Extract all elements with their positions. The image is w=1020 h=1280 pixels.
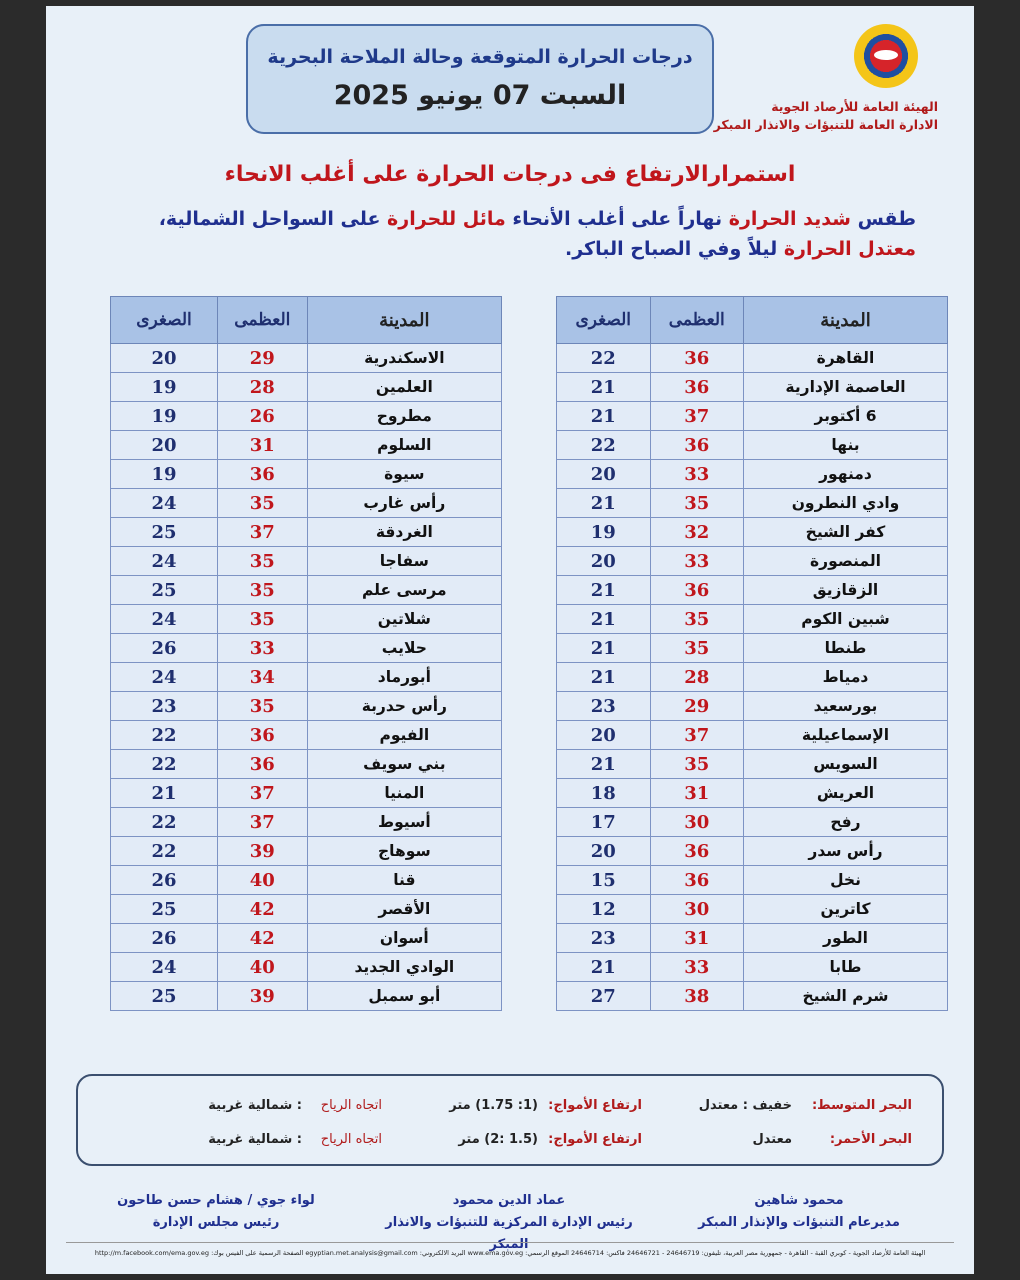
cell-min: 20: [111, 431, 218, 460]
desc-part-2: شديد الحرارة: [728, 208, 851, 230]
signature-1-name: محمود شاهين: [754, 1193, 844, 1208]
sea-row-mediterranean: [78, 1098, 942, 1120]
table-row: [557, 924, 948, 953]
cell-max: 35: [650, 634, 743, 663]
table-row: [111, 721, 502, 750]
cell-min: 17: [557, 808, 651, 837]
cell-min: 24: [111, 953, 218, 982]
cell-city: الزقازيق: [743, 576, 947, 605]
cell-city: بورسعيد: [743, 692, 947, 721]
desc-part-7: ليلاً وفي الصباح الباكر.: [565, 238, 784, 260]
table-row: [557, 866, 948, 895]
cell-city: سفاجا: [307, 547, 501, 576]
cell-min: 22: [111, 721, 218, 750]
table-row: [111, 663, 502, 692]
cell-city: كاترين: [743, 895, 947, 924]
page-title: درجات الحرارة المتوقعة وحالة الملاحة البحرية: [267, 46, 693, 68]
table-row: [111, 953, 502, 982]
table-row: [111, 808, 502, 837]
table-row: [557, 431, 948, 460]
cell-max: 28: [650, 663, 743, 692]
ema-logo-icon: [854, 24, 918, 88]
cell-min: 21: [557, 634, 651, 663]
table-row: [111, 576, 502, 605]
cell-max: 35: [217, 605, 307, 634]
cell-max: 32: [650, 518, 743, 547]
cell-city: القاهرة: [743, 344, 947, 373]
cell-max: 33: [217, 634, 307, 663]
cell-max: 36: [650, 431, 743, 460]
cell-max: 26: [217, 402, 307, 431]
weather-description: [96, 204, 916, 264]
cell-city: أبورماد: [307, 663, 501, 692]
cell-city: الوادي الجديد: [307, 953, 501, 982]
cell-max: 35: [217, 576, 307, 605]
bulletin-page: [46, 6, 974, 1274]
mediterranean-wave-height: (1: 1.75) متر: [449, 1098, 538, 1113]
cell-city: سوهاج: [307, 837, 501, 866]
table-row: [111, 402, 502, 431]
cell-city: رأس حدربة: [307, 692, 501, 721]
cell-min: 25: [111, 518, 218, 547]
cell-max: 39: [217, 837, 307, 866]
cell-max: 31: [650, 924, 743, 953]
cell-city: العلمين: [307, 373, 501, 402]
cell-city: سيوة: [307, 460, 501, 489]
cell-max: 39: [217, 982, 307, 1011]
cell-min: 21: [557, 373, 651, 402]
cell-max: 36: [217, 750, 307, 779]
organization-name: [714, 98, 938, 134]
cell-min: 19: [111, 402, 218, 431]
table-row: [111, 866, 502, 895]
table-row: [111, 982, 502, 1011]
cell-max: 37: [217, 779, 307, 808]
table-row: [111, 344, 502, 373]
cell-city: العريش: [743, 779, 947, 808]
cell-max: 42: [217, 924, 307, 953]
cell-min: 24: [111, 605, 218, 634]
cell-max: 38: [650, 982, 743, 1011]
table-row: [111, 605, 502, 634]
cell-city: الفيوم: [307, 721, 501, 750]
cell-city: الإسماعيلية: [743, 721, 947, 750]
table-row: [557, 721, 948, 750]
table-row: [557, 750, 948, 779]
cell-min: 25: [111, 895, 218, 924]
cell-max: 31: [217, 431, 307, 460]
header-max: العظمى: [217, 297, 307, 344]
cell-city: أبو سمبل: [307, 982, 501, 1011]
cell-min: 23: [111, 692, 218, 721]
table-row: [557, 402, 948, 431]
cell-city: أسيوط: [307, 808, 501, 837]
signature-1: [684, 1190, 914, 1234]
cell-city: بني سويف: [307, 750, 501, 779]
cell-min: 15: [557, 866, 651, 895]
cell-min: 20: [111, 344, 218, 373]
cell-max: 29: [217, 344, 307, 373]
cell-city: شرم الشيخ: [743, 982, 947, 1011]
cell-min: 20: [557, 721, 651, 750]
cell-max: 35: [217, 489, 307, 518]
headline: استمرارالارتفاع فى درجات الحرارة على أغلب الانحاء: [224, 162, 796, 187]
cell-min: 26: [111, 924, 218, 953]
table-row: [111, 489, 502, 518]
mediterranean-state: خفيف : معتدل: [698, 1098, 792, 1113]
cell-min: 22: [111, 837, 218, 866]
cell-min: 21: [557, 489, 651, 518]
table-row: [557, 373, 948, 402]
cell-max: 28: [217, 373, 307, 402]
cell-min: 19: [111, 373, 218, 402]
cell-max: 35: [217, 692, 307, 721]
cell-city: مطروح: [307, 402, 501, 431]
table-row: [557, 779, 948, 808]
cell-min: 22: [557, 431, 651, 460]
cell-max: 31: [650, 779, 743, 808]
table-row: [557, 982, 948, 1011]
cell-min: 21: [557, 750, 651, 779]
cell-max: 30: [650, 808, 743, 837]
cell-city: شبين الكوم: [743, 605, 947, 634]
cell-max: 35: [650, 605, 743, 634]
table-row: [111, 779, 502, 808]
red-sea-wave-height: (1.5 :2) متر: [458, 1132, 538, 1147]
table-row: [557, 895, 948, 924]
table-row: [111, 895, 502, 924]
desc-part-4: مائل للحرارة: [387, 208, 506, 230]
cell-max: 40: [217, 953, 307, 982]
desc-part-5: على السواحل الشمالية،: [158, 208, 388, 230]
cell-max: 42: [217, 895, 307, 924]
cell-min: 18: [557, 779, 651, 808]
cell-city: رأس غارب: [307, 489, 501, 518]
cell-city: نخل: [743, 866, 947, 895]
cell-min: 23: [557, 924, 651, 953]
mediterranean-wave-label: ارتفاع الأمواج:: [548, 1098, 642, 1113]
temperature-table-left: [110, 296, 502, 1011]
cell-min: 19: [557, 518, 651, 547]
temperature-table-right: [556, 296, 948, 1011]
cell-city: شلاتين: [307, 605, 501, 634]
cell-city: رفح: [743, 808, 947, 837]
cell-min: 12: [557, 895, 651, 924]
desc-part-6: معتدل الحرارة: [783, 238, 916, 260]
cell-min: 22: [557, 344, 651, 373]
cell-city: دمنهور: [743, 460, 947, 489]
table-row: [557, 634, 948, 663]
table-row: [557, 692, 948, 721]
title-box: [246, 24, 714, 134]
mediterranean-wind: : شمالية غربية: [208, 1098, 302, 1113]
cell-min: 21: [111, 779, 218, 808]
mediterranean-label: البحر المتوسط:: [811, 1098, 912, 1113]
cell-min: 22: [111, 808, 218, 837]
cell-max: 37: [217, 808, 307, 837]
cell-min: 24: [111, 547, 218, 576]
cell-city: الغردقة: [307, 518, 501, 547]
cell-max: 37: [217, 518, 307, 547]
table-row: [111, 692, 502, 721]
cell-city: بنها: [743, 431, 947, 460]
cell-min: 25: [111, 982, 218, 1011]
table-row: [111, 373, 502, 402]
cell-max: 36: [650, 373, 743, 402]
header-min: الصغرى: [111, 297, 218, 344]
table-row: [557, 460, 948, 489]
desc-part-3: نهاراً على أغلب الأنحاء: [505, 208, 729, 230]
cell-city: حلايب: [307, 634, 501, 663]
table-row: [111, 634, 502, 663]
table-row: [111, 431, 502, 460]
cell-min: 25: [111, 576, 218, 605]
table-row: [557, 489, 948, 518]
cell-min: 26: [111, 866, 218, 895]
cell-min: 20: [557, 837, 651, 866]
cell-max: 33: [650, 460, 743, 489]
table-row: [557, 547, 948, 576]
header-max: العظمى: [650, 297, 743, 344]
header-min: الصغرى: [557, 297, 651, 344]
cell-max: 34: [217, 663, 307, 692]
cell-min: 20: [557, 547, 651, 576]
cell-city: الطور: [743, 924, 947, 953]
header-city: المدينة: [307, 297, 501, 344]
cell-city: 6 أكتوبر: [743, 402, 947, 431]
cell-min: 24: [111, 489, 218, 518]
red-sea-wind-label: اتجاه الرياح: [320, 1132, 382, 1147]
cell-city: رأس سدر: [743, 837, 947, 866]
table-row: [111, 460, 502, 489]
signature-3: [106, 1190, 326, 1234]
sea-row-red-sea: [78, 1132, 942, 1154]
cell-max: 36: [650, 344, 743, 373]
cell-max: 36: [650, 837, 743, 866]
cell-max: 40: [217, 866, 307, 895]
cell-max: 37: [650, 402, 743, 431]
table-row: [111, 837, 502, 866]
cell-city: الاسكندرية: [307, 344, 501, 373]
cell-city: قنا: [307, 866, 501, 895]
cell-min: 21: [557, 576, 651, 605]
cell-city: الأقصر: [307, 895, 501, 924]
footer-contact: الهيئة العامة للأرصاد الجوية - كوبري القبة - القاهرة - جمهورية مصر العربية، تليفون: 24646719 - 24646721 فاكس: 24646714 الموقع الرسمي: www.ema.gov.eg البريد الالكتروني: egyptian.met.analysis@gmail.com الصفحة الرسمية على الفيس بوك: http://m.facebook.com/ema.gov.eg: [66, 1242, 954, 1257]
cell-max: 35: [650, 489, 743, 518]
org-line-1: الهيئة العامة للأرصاد الجوية: [771, 99, 938, 114]
table-row: [557, 808, 948, 837]
cell-min: 21: [557, 605, 651, 634]
red-sea-wind: : شمالية غربية: [208, 1132, 302, 1147]
signature-3-title: رئيس مجلس الإدارة: [152, 1215, 280, 1230]
table-row: [111, 924, 502, 953]
cell-min: 20: [557, 460, 651, 489]
cell-min: 27: [557, 982, 651, 1011]
bulletin-date: السبت 07 يونيو 2025: [333, 80, 627, 111]
cell-min: 21: [557, 953, 651, 982]
signature-2-title: رئيس الإدارة المركزية للتنبؤات والانذار المبكر: [385, 1215, 633, 1252]
table-row: [111, 547, 502, 576]
cell-max: 35: [217, 547, 307, 576]
cell-min: 21: [557, 663, 651, 692]
table-row: [557, 576, 948, 605]
cell-min: 24: [111, 663, 218, 692]
table-row: [557, 953, 948, 982]
cell-max: 33: [650, 547, 743, 576]
cell-city: السلوم: [307, 431, 501, 460]
cell-max: 29: [650, 692, 743, 721]
cell-city: أسوان: [307, 924, 501, 953]
cell-max: 36: [217, 721, 307, 750]
cell-max: 36: [650, 576, 743, 605]
cell-min: 22: [111, 750, 218, 779]
table-row: [557, 837, 948, 866]
mediterranean-wind-label: اتجاه الرياح: [320, 1098, 382, 1113]
cell-city: طنطا: [743, 634, 947, 663]
signature-1-title: مديرعام التنبؤات والإنذار المبكر: [698, 1215, 900, 1230]
cell-city: المنصورة: [743, 547, 947, 576]
cell-city: كفر الشيخ: [743, 518, 947, 547]
table-row: [557, 663, 948, 692]
table-row: [557, 605, 948, 634]
cell-max: 36: [650, 866, 743, 895]
cell-min: 19: [111, 460, 218, 489]
cell-max: 30: [650, 895, 743, 924]
marine-conditions-box: [76, 1074, 944, 1166]
cell-max: 35: [650, 750, 743, 779]
cell-min: 26: [111, 634, 218, 663]
table-row: [557, 344, 948, 373]
cell-city: السويس: [743, 750, 947, 779]
red-sea-label: البحر الأحمر:: [829, 1132, 912, 1147]
table-row: [557, 518, 948, 547]
red-sea-wave-label: ارتفاع الأمواج:: [548, 1132, 642, 1147]
cell-city: دمياط: [743, 663, 947, 692]
cell-min: 23: [557, 692, 651, 721]
cell-max: 36: [217, 460, 307, 489]
cell-min: 21: [557, 402, 651, 431]
cell-city: وادي النطرون: [743, 489, 947, 518]
signature-3-name: لواء جوي / هشام حسن طاحون: [117, 1193, 315, 1208]
table-row: [111, 518, 502, 547]
cell-city: العاصمة الإدارية: [743, 373, 947, 402]
red-sea-state: معتدل: [752, 1132, 792, 1147]
table-row: [111, 750, 502, 779]
signature-2-name: عماد الدين محمود: [452, 1193, 566, 1208]
cell-city: المنيا: [307, 779, 501, 808]
org-line-2: الادارة العامة للتنبؤات والانذار المبكر: [713, 117, 938, 132]
header-city: المدينة: [743, 297, 947, 344]
cell-max: 37: [650, 721, 743, 750]
cell-city: مرسى علم: [307, 576, 501, 605]
cell-city: طابا: [743, 953, 947, 982]
cell-max: 33: [650, 953, 743, 982]
desc-part-1: طقس: [850, 208, 916, 230]
